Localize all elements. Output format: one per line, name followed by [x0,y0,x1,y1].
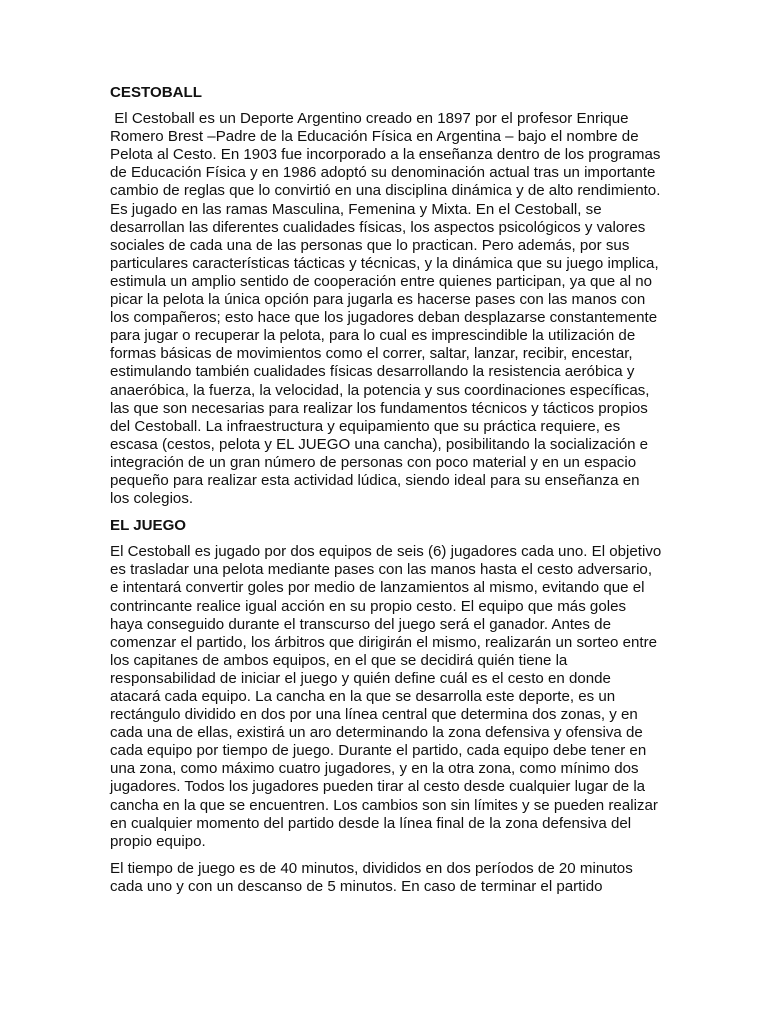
document-page [110,84,665,896]
paragraph-game-time: El tiempo de juego es de 40 minutos, divididos en dos períodos de 20 minutos cada uno y con un descanso de 5 minutos. En caso de terminar el partido [110,859,633,895]
paragraph-intro: El Cestoball es un Deporte Argentino creado en 1897 por el profesor Enrique Romero Brest –Padre de la Educación Física en Argentina – bajo el nombre de Pelota al Cesto. En 1903 fue incorporado a la enseñanza dentro de los programas de Educación Física y en 1986 adoptó su denominación actual tras un importante cambio de reglas que lo convirtió en una disciplina dinámica y de alto rendimiento. Es jugado en las ramas Masculina, Femenina y Mixta. En el Cestoball, se desarrollan las diferentes cualidades físicas, los aspectos psicológicos y valores sociales de cada una de las personas que lo practican. Pero además, por sus particulares características tácticas y técnicas, y la dinámica que su juego implica, estimula un amplio sentido de cooperación entre quienes participan, ya que al no picar la pelota la única opción para jugarla es hacerse pases con las manos con los compañeros; esto hace que los jugadores deban desplazarse constantemente para jugar o recuperar la pelota, para lo cual es imprescindible la utilización de formas básicas de movimientos como el correr, saltar, lanzar, recibir, encestar, estimulando también cualidades físicas desarrollando la resistencia aeróbica y anaeróbica, la fuerza, la velocidad, la potencia y sus coordinaciones específicas, las que son necesarias para realizar los fundamentos técnicos y tácticos propios del Cestoball. La infraestructura y equipamiento que su práctica requiere, es escasa (cestos, pelota y EL JUEGO una cancha), posibilitando la socialización e integración de un gran número de personas con poco material y en un espacio pequeño para realizar esta actividad lúdica, siendo ideal para su enseñanza en los colegios. [110,110,665,508]
section-heading-cestoball: CESTOBALL [110,84,202,101]
section-heading-el-juego: EL JUEGO [110,517,187,535]
paragraph-game-rules: El Cestoball es jugado por dos equipos de seis (6) jugadores cada uno. El objetivo es trasladar una pelota mediante pases con las manos hasta el cesto adversario, e intentará convertir goles por medio de lanzamientos al mismo, evitando que el contrincante realice igual acción en su propio cesto. El equipo que más goles haya conseguido durante el transcurso del juego será el ganador. Antes de comenzar el partido, los árbitros que dirigirán el mismo, realizarán un sorteo entre los capitanes de ambos equipos, en el que se decidirá quién tiene la responsabilidad de iniciar el juego y quién define cuál es el cesto en donde atacará cada equipo. La cancha en la que se desarrolla este deporte, es un rectángulo dividido en dos por una línea central que determina dos zonas, y en cada una de ellas, existirá un aro determinando la zona defensiva y ofensiva de cada equipo por tiempo de juego. Durante el partido, cada equipo debe tener en una zona, como máximo cuatro jugadores, y en la otra zona, como mínimo dos jugadores. Todos los jugadores pueden tirar al cesto desde cualquier lugar de la cancha en la que se encuentren. Los cambios son sin límites y se pueden realizar en cualquier momento del partido desde la línea final de la zona defensiva del propio equipo. [110,543,662,850]
